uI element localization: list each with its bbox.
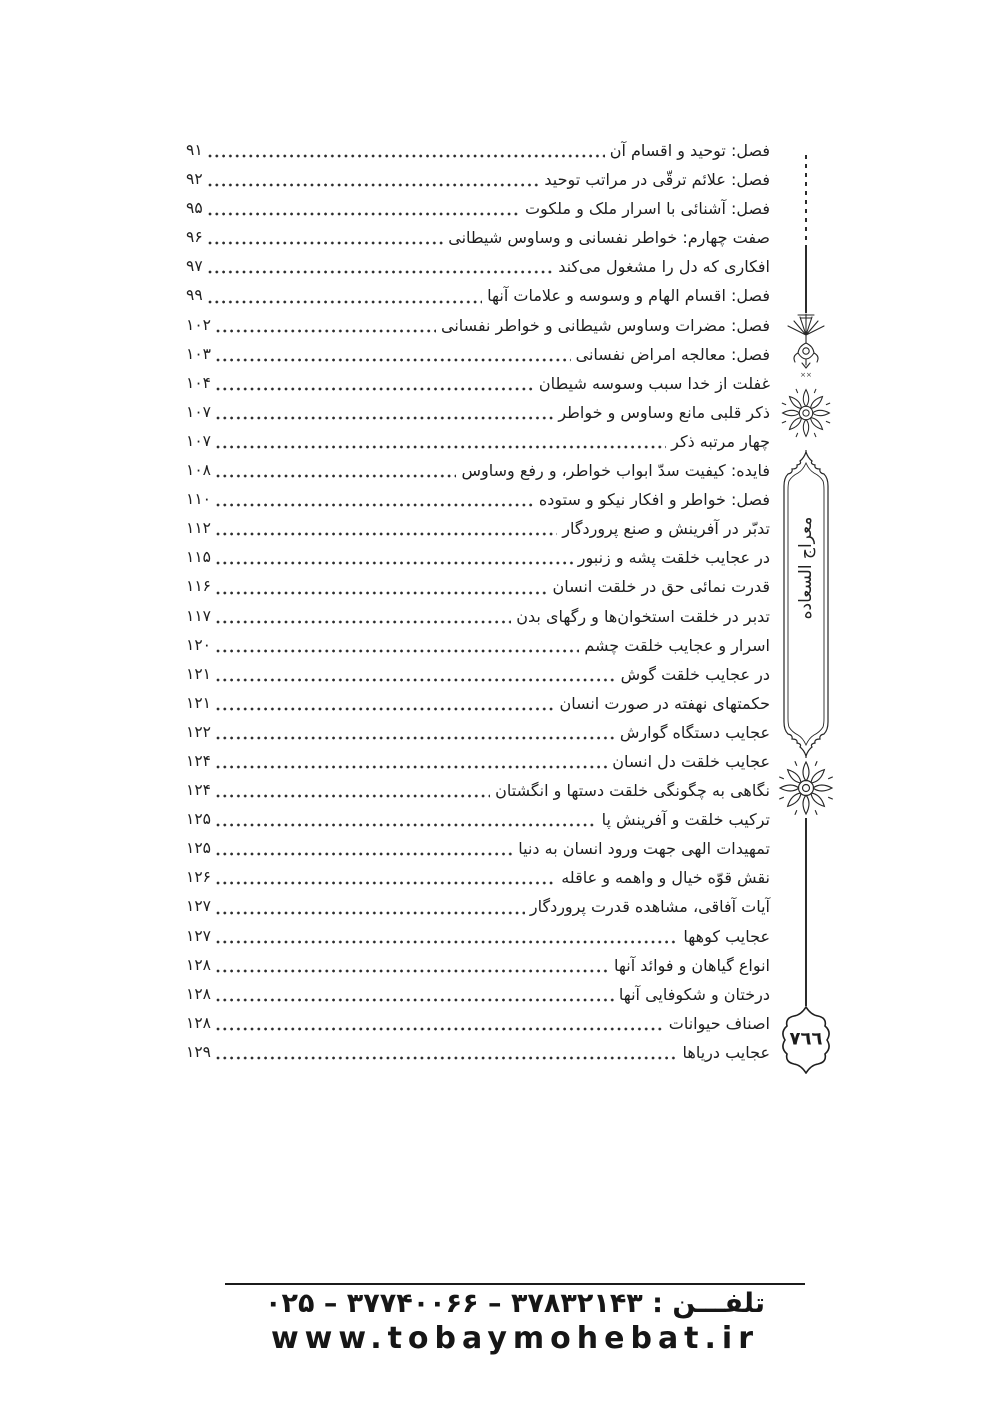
toc-entry-title: تمهیدات الهی جهت ورود انسان به دنیا xyxy=(518,839,770,859)
dotted-leader xyxy=(216,823,597,827)
toc-entry-page-number: ۱۲۸ xyxy=(186,1013,211,1032)
toc-entry xyxy=(186,863,770,892)
toc-entry-page-number: ۱۲۶ xyxy=(186,868,211,887)
toc-entry xyxy=(186,776,770,805)
dotted-leader xyxy=(216,358,571,362)
toc-entry-title: اصناف حیوانات xyxy=(668,1013,770,1033)
toc-entry-title: تدبّر در آفرینش و صنع پروردگار xyxy=(562,519,770,539)
dotted-leader xyxy=(216,445,666,449)
table-of-contents xyxy=(186,136,770,1067)
toc-entry-title: عجایب دستگاه گوارش xyxy=(619,722,770,742)
toc-entry xyxy=(186,281,770,310)
dotted-leader xyxy=(216,503,534,507)
toc-entry-page-number: ۱۰۲ xyxy=(186,315,211,334)
toc-entry xyxy=(186,572,770,601)
dotted-leader xyxy=(216,707,554,711)
toc-entry-title: آیات آفاقی، مشاهده قدرت پروردگار xyxy=(529,897,770,917)
toc-entry xyxy=(186,369,770,398)
toc-entry-page-number: ۹۵ xyxy=(186,199,203,218)
toc-entry xyxy=(186,165,770,194)
toc-entry xyxy=(186,456,770,485)
toc-entry-title: تدبر در خلقت استخوان‌ها و رگهای بدن xyxy=(516,606,770,626)
toc-entry-title: صفت چهارم: خواطر نفسانی و وساوس شیطانی xyxy=(448,228,770,248)
dotted-leader xyxy=(216,765,607,769)
toc-entry-page-number: ۱۲۸ xyxy=(186,955,211,974)
website-text: www.tobaymohebat.ir xyxy=(270,1321,760,1356)
toc-entry-page-number: ۱۲۰ xyxy=(186,635,211,654)
dotted-leader xyxy=(208,212,520,216)
dotted-leader xyxy=(216,969,609,973)
dotted-leader xyxy=(216,474,457,478)
dotted-leader xyxy=(208,183,540,187)
dotted-leader xyxy=(208,270,554,274)
toc-entry xyxy=(186,252,770,281)
dotted-leader xyxy=(216,1056,678,1060)
dotted-leader xyxy=(216,620,511,624)
toc-entry xyxy=(186,543,770,572)
toc-entry-page-number: ۱۱۶ xyxy=(186,577,211,596)
dotted-leader xyxy=(216,794,490,798)
toc-entry xyxy=(186,689,770,718)
toc-entry xyxy=(186,1009,770,1038)
margin-ornament-column xyxy=(780,150,832,1080)
vertical-rule-top xyxy=(805,247,807,313)
rosette-ornament-icon xyxy=(779,383,833,443)
toc-entry-title: فایده: کیفیت سدّ ابواب خواطر، و رفع وساوس xyxy=(461,461,770,481)
toc-entry-page-number: ۱۰۷ xyxy=(186,431,211,450)
dotted-leader xyxy=(216,561,573,565)
toc-entry xyxy=(186,805,770,834)
toc-entry xyxy=(186,660,770,689)
toc-entry-title: عجایب کوهها xyxy=(683,926,770,946)
toc-entry-title: عجایب خلقت دل انسان xyxy=(612,751,770,771)
toc-entry-page-number: ۱۰۴ xyxy=(186,373,211,392)
toc-entry xyxy=(186,892,770,921)
toc-entry-page-number: ۱۲۷ xyxy=(186,897,211,916)
toc-entry-title: فصل: معالجه امراض نفسانی xyxy=(575,344,770,364)
toc-entry xyxy=(186,398,770,427)
toc-entry-page-number: ۱۲۷ xyxy=(186,926,211,945)
dashed-rule-ornament xyxy=(805,155,807,247)
dotted-leader xyxy=(216,416,553,420)
dotted-leader xyxy=(208,300,483,304)
toc-entry-title: حکمتهای نهفته در صورت انسان xyxy=(559,693,770,713)
toc-entry xyxy=(186,427,770,456)
toc-entry xyxy=(186,951,770,980)
toc-entry-title: غفلت از خدا سبب وسوسه شیطان xyxy=(538,373,770,393)
dotted-leader xyxy=(208,241,444,245)
dotted-leader xyxy=(216,852,513,856)
dotted-leader xyxy=(216,678,616,682)
toc-entry-title: فصل: آشنائی با اسرار ملک و ملکوت xyxy=(524,199,770,219)
dotted-leader xyxy=(216,532,557,536)
toc-entry-title: نگاهی به چگونگی خلقت دستها و انگشتان xyxy=(495,781,770,801)
toc-entry-title: فصل: خواطر و افکار نیکو و ستوده xyxy=(538,490,770,510)
toc-entry-title: فصل: علائم ترقّی در مراتب توحید xyxy=(544,170,770,190)
toc-entry-page-number: ۱۲۱ xyxy=(186,664,211,683)
title-cartouche xyxy=(778,450,834,758)
toc-entry-page-number: ۹۶ xyxy=(186,228,203,247)
toc-entry-page-number: ۱۲۴ xyxy=(186,751,211,770)
toc-entry xyxy=(186,1038,770,1067)
toc-entry-page-number: ۹۲ xyxy=(186,170,203,189)
toc-entry-title: چهار مرتبه ذکر xyxy=(671,431,770,451)
toc-entry-page-number: ۱۰۷ xyxy=(186,402,211,421)
book-title-vertical: معراج السعاده xyxy=(796,516,816,620)
toc-entry xyxy=(186,980,770,1009)
toc-entry xyxy=(186,136,770,165)
separator-mark: ×× xyxy=(800,371,812,379)
toc-entry xyxy=(186,718,770,747)
dotted-leader xyxy=(216,736,615,740)
toc-entry-title: در عجایب خلقت پشه و زنبور xyxy=(577,548,770,568)
toc-entry-title: ترکیب خلقت و آفرینش پا xyxy=(601,810,770,830)
toc-entry-page-number: ۹۷ xyxy=(186,257,203,276)
toc-entry-title: فصل: توحید و اقسام آن xyxy=(609,141,770,160)
leaf-finial-ornament-icon xyxy=(784,313,828,369)
toc-entry-page-number: ۱۲۲ xyxy=(186,722,211,741)
toc-entry-title: درختان و شکوفایی آنها xyxy=(618,984,770,1004)
toc-entry-title: اسرار و عجایب خلقت چشم xyxy=(584,635,770,655)
dotted-leader xyxy=(216,940,678,944)
dotted-leader xyxy=(216,911,525,915)
toc-entry-title: عجایب دریاها xyxy=(682,1042,770,1062)
page-number: ٧٦٦ xyxy=(789,1028,823,1050)
toc-entry-page-number: ۱۱۵ xyxy=(186,548,211,567)
toc-entry-title: فصل: اقسام الهام و وسوسه و علامات آنها xyxy=(487,286,770,306)
dotted-leader xyxy=(216,591,548,595)
toc-entry-title: فصل: مضرات وساوس شیطانی و خواطر نفسانی xyxy=(441,315,770,335)
toc-entry xyxy=(186,194,770,223)
toc-entry-page-number: ۹۹ xyxy=(186,286,203,305)
toc-entry xyxy=(186,747,770,776)
dotted-leader xyxy=(216,998,614,1002)
footer-divider xyxy=(225,1283,805,1285)
toc-entry-title: نقش قوّه خیال و واهمه و عاقله xyxy=(561,868,770,888)
phone-line: تلفـــن : ۳۷۸۳۲۱۴۳ – ۳۷۷۴۰۰۶۶ – ۰۲۵ xyxy=(265,1288,765,1319)
page-number-medallion xyxy=(780,1006,832,1074)
toc-entry xyxy=(186,340,770,369)
toc-entry-page-number: ۱۲۱ xyxy=(186,693,211,712)
toc-entry-page-number: ۱۰۸ xyxy=(186,461,211,480)
toc-entry-page-number: ۱۱۰ xyxy=(186,490,211,509)
toc-entry-page-number: ۱۲۵ xyxy=(186,810,211,829)
toc-entry-page-number: ۱۱۷ xyxy=(186,606,211,625)
toc-entry-title: افکاری که دل را مشغول می‌کند xyxy=(558,257,770,277)
rosette-ornament-icon xyxy=(776,758,836,818)
toc-entry-page-number: ۱۱۲ xyxy=(186,519,211,538)
dotted-leader xyxy=(216,329,436,333)
toc-entry-title: ذکر قلبی مانع وساوس و خواطر xyxy=(558,402,770,422)
toc-entry-page-number: ۱۲۴ xyxy=(186,781,211,800)
dotted-leader xyxy=(216,1027,664,1031)
toc-entry xyxy=(186,834,770,863)
toc-entry-page-number: ۱۲۸ xyxy=(186,984,211,1003)
toc-entry-page-number: ۱۲۵ xyxy=(186,839,211,858)
dotted-leader xyxy=(208,154,605,158)
toc-entry-page-number: ۹۱ xyxy=(186,141,203,159)
toc-entry xyxy=(186,602,770,631)
toc-entry-page-number: ۱۰۳ xyxy=(186,344,211,363)
toc-entry xyxy=(186,485,770,514)
vertical-rule-bottom xyxy=(805,818,807,1006)
dotted-leader xyxy=(216,881,556,885)
toc-entry-title: در عجایب خلقت گوش xyxy=(620,664,770,684)
dotted-leader xyxy=(216,387,534,391)
dotted-leader xyxy=(216,649,579,653)
toc-entry xyxy=(186,223,770,252)
toc-entry-title: انواع گیاهان و فوائد آنها xyxy=(614,955,770,975)
publisher-footer xyxy=(225,1283,805,1356)
toc-entry-title: قدرت نمائی حق در خلقت انسان xyxy=(552,577,770,597)
toc-entry xyxy=(186,514,770,543)
toc-entry xyxy=(186,311,770,340)
toc-entry xyxy=(186,631,770,660)
toc-entry-page-number: ۱۲۹ xyxy=(186,1042,211,1061)
toc-entry xyxy=(186,922,770,951)
